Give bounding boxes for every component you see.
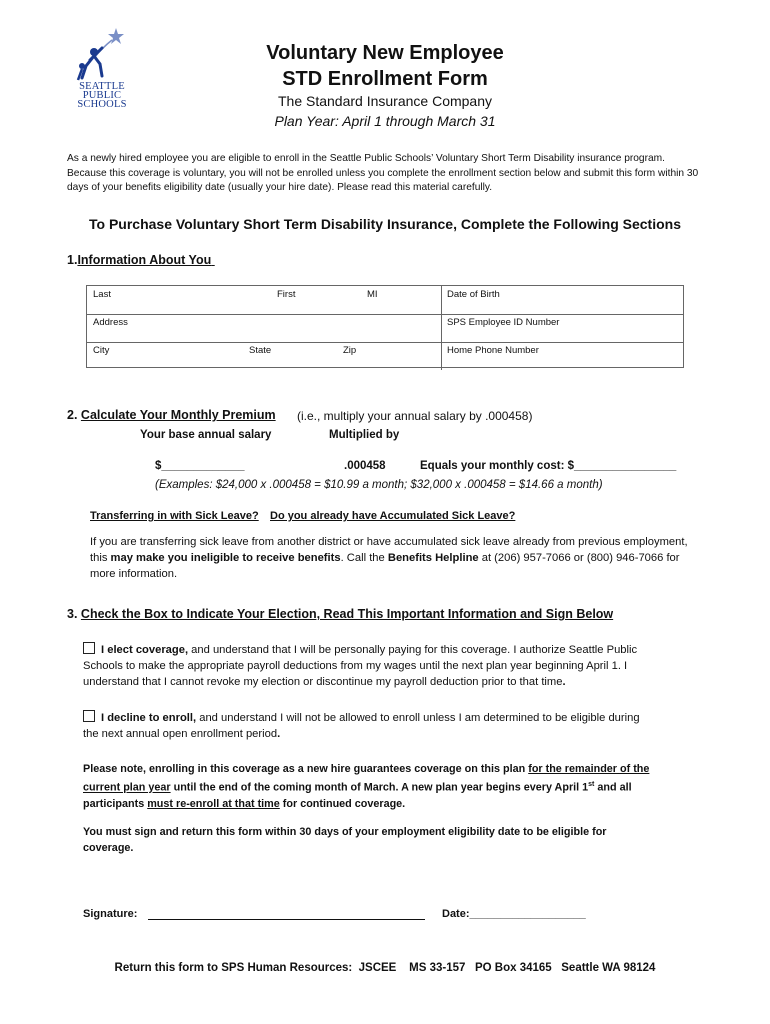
middle-initial-field[interactable]: MI	[367, 289, 378, 300]
sick-leave-paragraph: If you are transferring sick leave from another district or have accumulated sick leave already from previous employment, this may make you ineligible to receive benefits. Call the Benefits Helpline at (206) 957-7066 or (800) 946-7066 for more information.	[90, 536, 688, 580]
form-title-line-1: Voluntary New Employee	[266, 42, 504, 64]
section-3-heading	[67, 607, 613, 621]
info-row-address	[87, 314, 683, 343]
decline-coverage-option: I decline to enroll, and understand I will not be allowed to enroll unless I am determined to be eligible during the next annual open enrollment period.	[83, 712, 640, 740]
section-3-number: 3.	[67, 607, 78, 621]
section-3-title: Check the Box to Indicate Your Election, Read This Important Information and Sign Below	[80, 607, 614, 621]
section-1-number: 1.	[67, 253, 78, 267]
last-name-field[interactable]: Last	[93, 289, 111, 300]
info-row-city	[87, 342, 683, 370]
section-2-number: 2.	[67, 408, 78, 422]
deadline-note: You must sign and return this form within 30 days of your employment eligibility date to be eligible for coverage.	[83, 826, 607, 854]
plan-year: Plan Year: April 1 through March 31	[274, 113, 496, 129]
form-title-line-2: STD Enrollment Form	[282, 68, 488, 90]
signature-label: Signature:	[83, 908, 138, 920]
logo-line-2: PUBLIC	[82, 90, 122, 101]
main-heading: To Purchase Voluntary Short Term Disability Insurance, Complete the Following Sections	[89, 216, 681, 232]
intro-paragraph: As a newly hired employee you are eligible to enroll in the Seattle Public Schools’ Voluntary Short Term Disability insurance program. Because this coverage is voluntary, you will not be enrolled unless you complete the enrollment section below and submit this form within 30 days of your benefits eligibility date (usually your hire date). Please read this material carefully.	[67, 153, 699, 193]
sick-leave-question-1: Transferring in with Sick Leave?	[90, 510, 259, 522]
first-name-field[interactable]: First	[277, 289, 296, 300]
premium-examples: (Examples: $24,000 x .000458 = $10.99 a month; $32,000 x .000458 = $14.66 a month)	[155, 479, 603, 491]
salary-column-label: Your base annual salary	[140, 429, 272, 441]
return-address: Return this form to SPS Human Resources: JSCEE MS 33-157 PO Box 34165 Seattle WA 98124	[114, 962, 656, 974]
date-of-birth-field[interactable]: Date of Birth	[447, 289, 500, 300]
address-field[interactable]: Address	[93, 317, 128, 328]
section-1-title: Information About You	[77, 253, 212, 267]
logo-line-3: SCHOOLS	[77, 99, 127, 110]
multiplier-column-label: Multiplied by	[329, 429, 400, 441]
section-2-note: (i.e., multiply your annual salary by .000458)	[297, 409, 533, 423]
coverage-note: Please note, enrolling in this coverage as a new hire guarantees coverage on this plan for the remainder of the current plan year until the end of the coming month of March. A new plan year begins every April 1st and all participants must re-enroll at that time for continued coverage.	[83, 763, 650, 810]
section-2-heading	[67, 408, 276, 422]
decline-coverage-checkbox[interactable]	[83, 710, 95, 722]
zip-field[interactable]: Zip	[343, 345, 357, 356]
elect-coverage-checkbox[interactable]	[83, 642, 95, 654]
sick-leave-question-2: Do you already have Accumulated Sick Leave?	[270, 510, 516, 522]
info-row-name	[87, 286, 683, 315]
state-field[interactable]: State	[249, 345, 272, 356]
city-field[interactable]: City	[93, 345, 110, 356]
home-phone-field[interactable]: Home Phone Number	[447, 345, 539, 356]
date-line[interactable]: Date:___________________	[442, 908, 586, 920]
elect-coverage-option: I elect coverage, and understand that I will be personally paying for this coverage. I authorize Seattle Public Schools to make the appropriate payroll deductions from my wages until the next plan year beginning April 1. I understand that I cannot revoke my election or discontinue my payroll deduction prior to that time.	[83, 644, 638, 688]
insurer-name: The Standard Insurance Company	[277, 93, 492, 109]
logo-line-1: SEATTLE	[79, 81, 125, 92]
section-2-title: Calculate Your Monthly Premium	[80, 408, 276, 422]
monthly-cost-line[interactable]: Equals your monthly cost: $________________	[420, 460, 677, 472]
section-1-heading	[67, 253, 215, 267]
signature-line[interactable]	[148, 919, 425, 920]
rate-value: .000458	[344, 460, 386, 472]
personal-info-table	[86, 285, 684, 368]
salary-input-line[interactable]: $_____________	[155, 460, 245, 472]
employee-id-field[interactable]: SPS Employee ID Number	[447, 317, 560, 328]
